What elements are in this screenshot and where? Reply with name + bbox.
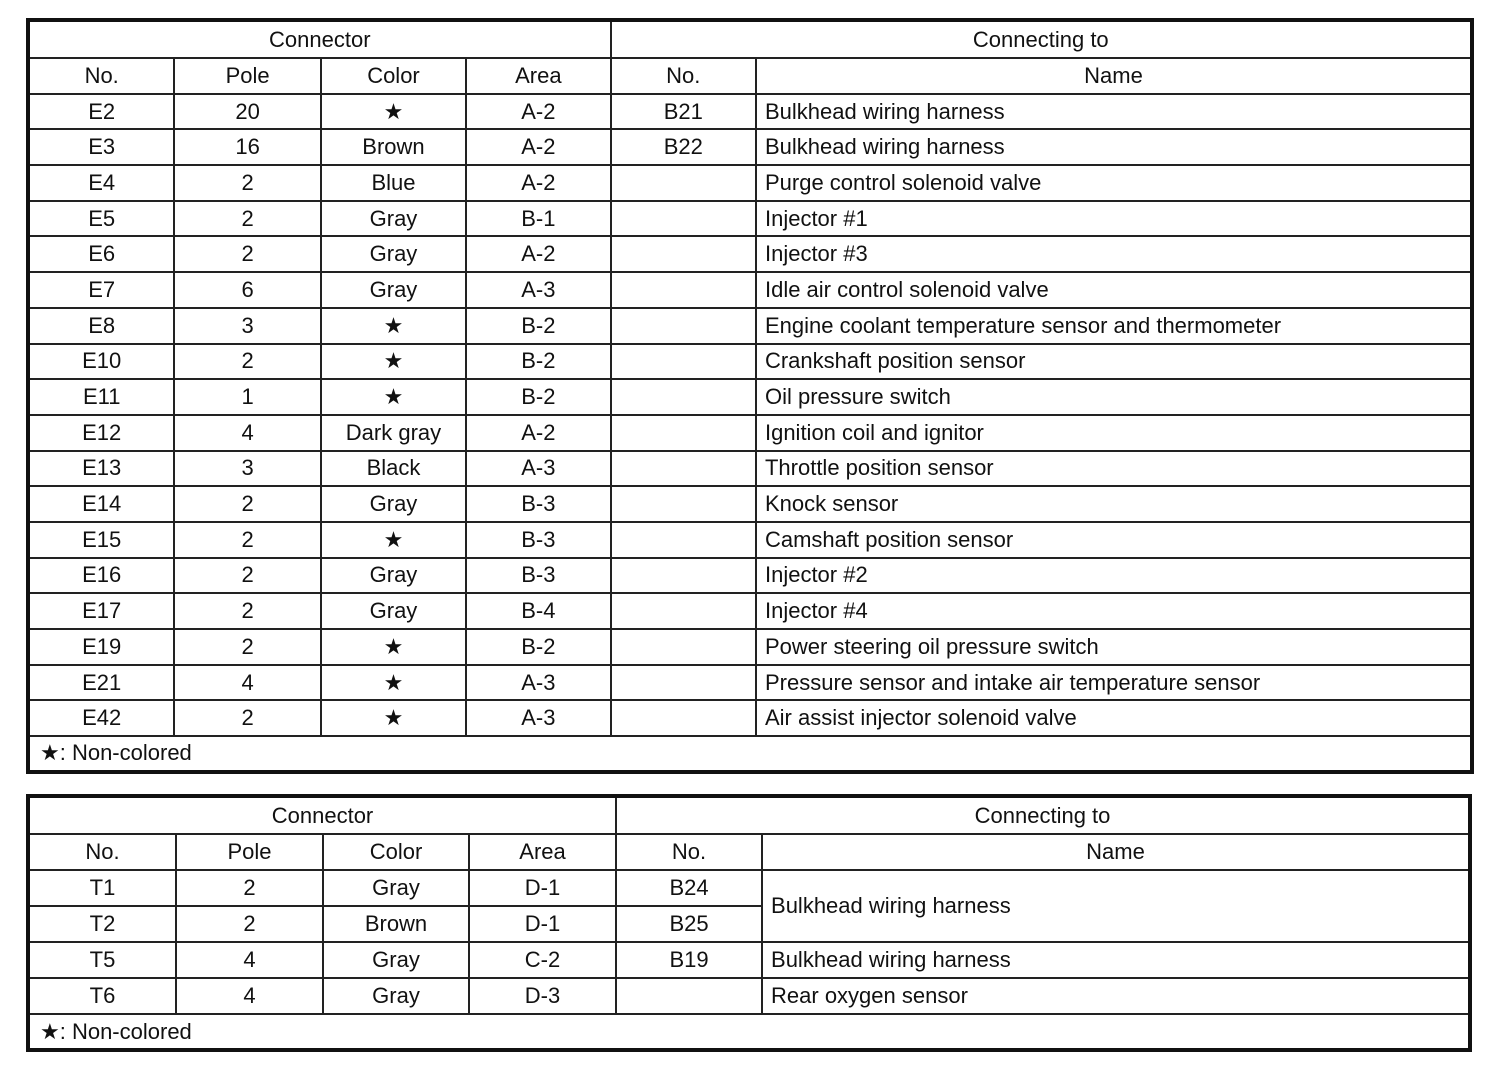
cell-color: ★ [321,344,466,380]
cell-no: E6 [28,236,174,272]
cell-color: Blue [321,165,466,201]
cell-pole: 2 [174,558,320,594]
cell-name: Bulkhead wiring harness [762,942,1470,978]
cell-area: A-2 [466,165,610,201]
cell-to-no [611,308,756,344]
cell-area: B-2 [466,308,610,344]
cell-to-no [611,486,756,522]
cell-color: Gray [321,558,466,594]
cell-no: E19 [28,629,174,665]
footnote-row [28,736,1472,772]
table-row [28,665,1472,701]
cell-to-no [611,165,756,201]
col-header-no: No. [28,834,176,870]
table-row [28,978,1470,1014]
cell-pole: 3 [174,308,320,344]
cell-pole: 2 [176,906,323,942]
cell-no: E15 [28,522,174,558]
cell-area: B-1 [466,201,610,237]
cell-area: A-3 [466,272,610,308]
col-header-color: Color [323,834,469,870]
cell-no: E21 [28,665,174,701]
table-row [28,165,1472,201]
cell-pole: 4 [174,665,320,701]
cell-area: B-2 [466,629,610,665]
cell-area: A-2 [466,415,610,451]
cell-no: E11 [28,379,174,415]
cell-name: Injector #1 [756,201,1472,237]
cell-to-no: B24 [616,870,762,906]
connecting-to-group-header: Connecting to [616,796,1470,834]
cell-name: Pressure sensor and intake air temperature sensor [756,665,1472,701]
footnote: ★: Non-colored [28,1014,1470,1050]
cell-color: Gray [321,486,466,522]
col-header-area: Area [466,58,610,94]
cell-name: Power steering oil pressure switch [756,629,1472,665]
cell-to-no [611,629,756,665]
cell-name: Knock sensor [756,486,1472,522]
cell-pole: 2 [174,165,320,201]
table-row [28,272,1472,308]
cell-name: Camshaft position sensor [756,522,1472,558]
col-header-pole: Pole [176,834,323,870]
table-row [28,344,1472,380]
column-header-row [28,58,1472,94]
cell-name: Purge control solenoid valve [756,165,1472,201]
cell-no: E8 [28,308,174,344]
cell-no: E3 [28,129,174,165]
cell-area: B-2 [466,379,610,415]
cell-name: Bulkhead wiring harness [762,870,1470,942]
cell-color: Gray [321,593,466,629]
cell-color: ★ [321,308,466,344]
cell-pole: 2 [174,236,320,272]
cell-to-no [616,978,762,1014]
cell-pole: 20 [174,94,320,130]
cell-area: A-2 [466,236,610,272]
cell-area: A-3 [466,665,610,701]
table-row [28,308,1472,344]
cell-pole: 4 [176,942,323,978]
cell-color: Gray [323,870,469,906]
cell-color: ★ [321,379,466,415]
table-row [28,629,1472,665]
cell-no: E16 [28,558,174,594]
cell-no: E5 [28,201,174,237]
cell-area: D-3 [469,978,616,1014]
cell-to-no: B22 [611,129,756,165]
cell-color: ★ [321,629,466,665]
col-header-name: Name [762,834,1470,870]
connector-group-header: Connector [28,796,616,834]
cell-area: B-3 [466,522,610,558]
cell-pole: 2 [174,486,320,522]
cell-no: T1 [28,870,176,906]
connector-table-e [26,18,1474,774]
cell-area: D-1 [469,906,616,942]
group-header-row [28,796,1470,834]
cell-area: A-3 [466,700,610,736]
cell-area: B-3 [466,558,610,594]
cell-area: B-2 [466,344,610,380]
cell-color: ★ [321,94,466,130]
col-header-to-no: No. [616,834,762,870]
cell-to-no [611,344,756,380]
table-row [28,522,1472,558]
cell-no: E17 [28,593,174,629]
column-header-row [28,834,1470,870]
cell-to-no [611,415,756,451]
cell-no: T5 [28,942,176,978]
cell-pole: 6 [174,272,320,308]
group-header-row [28,20,1472,58]
cell-area: A-3 [466,451,610,487]
table-row [28,415,1472,451]
cell-color: Gray [321,272,466,308]
cell-no: E10 [28,344,174,380]
cell-name: Rear oxygen sensor [762,978,1470,1014]
col-header-no: No. [28,58,174,94]
cell-pole: 2 [174,629,320,665]
cell-pole: 2 [174,593,320,629]
cell-name: Air assist injector solenoid valve [756,700,1472,736]
cell-to-no [611,201,756,237]
table-row [28,870,1470,906]
connector-table-e-body [28,20,1472,772]
col-header-area: Area [469,834,616,870]
cell-pole: 2 [174,344,320,380]
cell-no: T6 [28,978,176,1014]
cell-name: Injector #4 [756,593,1472,629]
cell-no: E4 [28,165,174,201]
cell-to-no [611,558,756,594]
col-header-to-no: No. [611,58,756,94]
cell-no: T2 [28,906,176,942]
cell-pole: 3 [174,451,320,487]
cell-no: E42 [28,700,174,736]
table-row [28,379,1472,415]
cell-to-no [611,665,756,701]
cell-color: Dark gray [321,415,466,451]
table-row [28,94,1472,130]
cell-to-no [611,522,756,558]
cell-pole: 2 [174,522,320,558]
cell-to-no [611,272,756,308]
cell-pole: 4 [174,415,320,451]
cell-name: Idle air control solenoid valve [756,272,1472,308]
cell-to-no [611,379,756,415]
cell-color: Gray [323,978,469,1014]
cell-no: E12 [28,415,174,451]
table-row [28,700,1472,736]
cell-pole: 2 [174,700,320,736]
table-row [28,451,1472,487]
cell-to-no: B21 [611,94,756,130]
cell-area: D-1 [469,870,616,906]
cell-area: C-2 [469,942,616,978]
col-header-name: Name [756,58,1472,94]
table-row [28,236,1472,272]
cell-area: B-3 [466,486,610,522]
cell-to-no [611,236,756,272]
cell-no: E13 [28,451,174,487]
col-header-color: Color [321,58,466,94]
cell-name: Injector #3 [756,236,1472,272]
cell-pole: 16 [174,129,320,165]
cell-to-no [611,700,756,736]
cell-area: A-2 [466,94,610,130]
cell-color: ★ [321,665,466,701]
cell-to-no: B19 [616,942,762,978]
cell-color: Black [321,451,466,487]
cell-color: Brown [321,129,466,165]
cell-to-no [611,593,756,629]
cell-to-no [611,451,756,487]
cell-to-no: B25 [616,906,762,942]
cell-color: ★ [321,522,466,558]
cell-no: E14 [28,486,174,522]
cell-name: Ignition coil and ignitor [756,415,1472,451]
connector-table-t [26,794,1472,1052]
connector-group-header: Connector [28,20,611,58]
cell-name: Engine coolant temperature sensor and thermometer [756,308,1472,344]
cell-name: Bulkhead wiring harness [756,129,1472,165]
footnote: ★: Non-colored [28,736,1472,772]
cell-pole: 2 [176,870,323,906]
cell-area: A-2 [466,129,610,165]
connector-table-t-body [28,796,1470,1050]
cell-name: Oil pressure switch [756,379,1472,415]
table-row [28,593,1472,629]
cell-no: E7 [28,272,174,308]
table-row [28,942,1470,978]
cell-color: Gray [321,236,466,272]
table-row [28,558,1472,594]
col-header-pole: Pole [174,58,320,94]
cell-pole: 4 [176,978,323,1014]
cell-color: Gray [321,201,466,237]
connecting-to-group-header: Connecting to [611,20,1472,58]
cell-color: Gray [323,942,469,978]
cell-pole: 1 [174,379,320,415]
table-row [28,129,1472,165]
cell-name: Crankshaft position sensor [756,344,1472,380]
footnote-row [28,1014,1470,1050]
cell-name: Injector #2 [756,558,1472,594]
table-row [28,486,1472,522]
cell-color: ★ [321,700,466,736]
cell-name: Bulkhead wiring harness [756,94,1472,130]
cell-no: E2 [28,94,174,130]
cell-name: Throttle position sensor [756,451,1472,487]
table-row [28,201,1472,237]
cell-area: B-4 [466,593,610,629]
cell-color: Brown [323,906,469,942]
cell-pole: 2 [174,201,320,237]
